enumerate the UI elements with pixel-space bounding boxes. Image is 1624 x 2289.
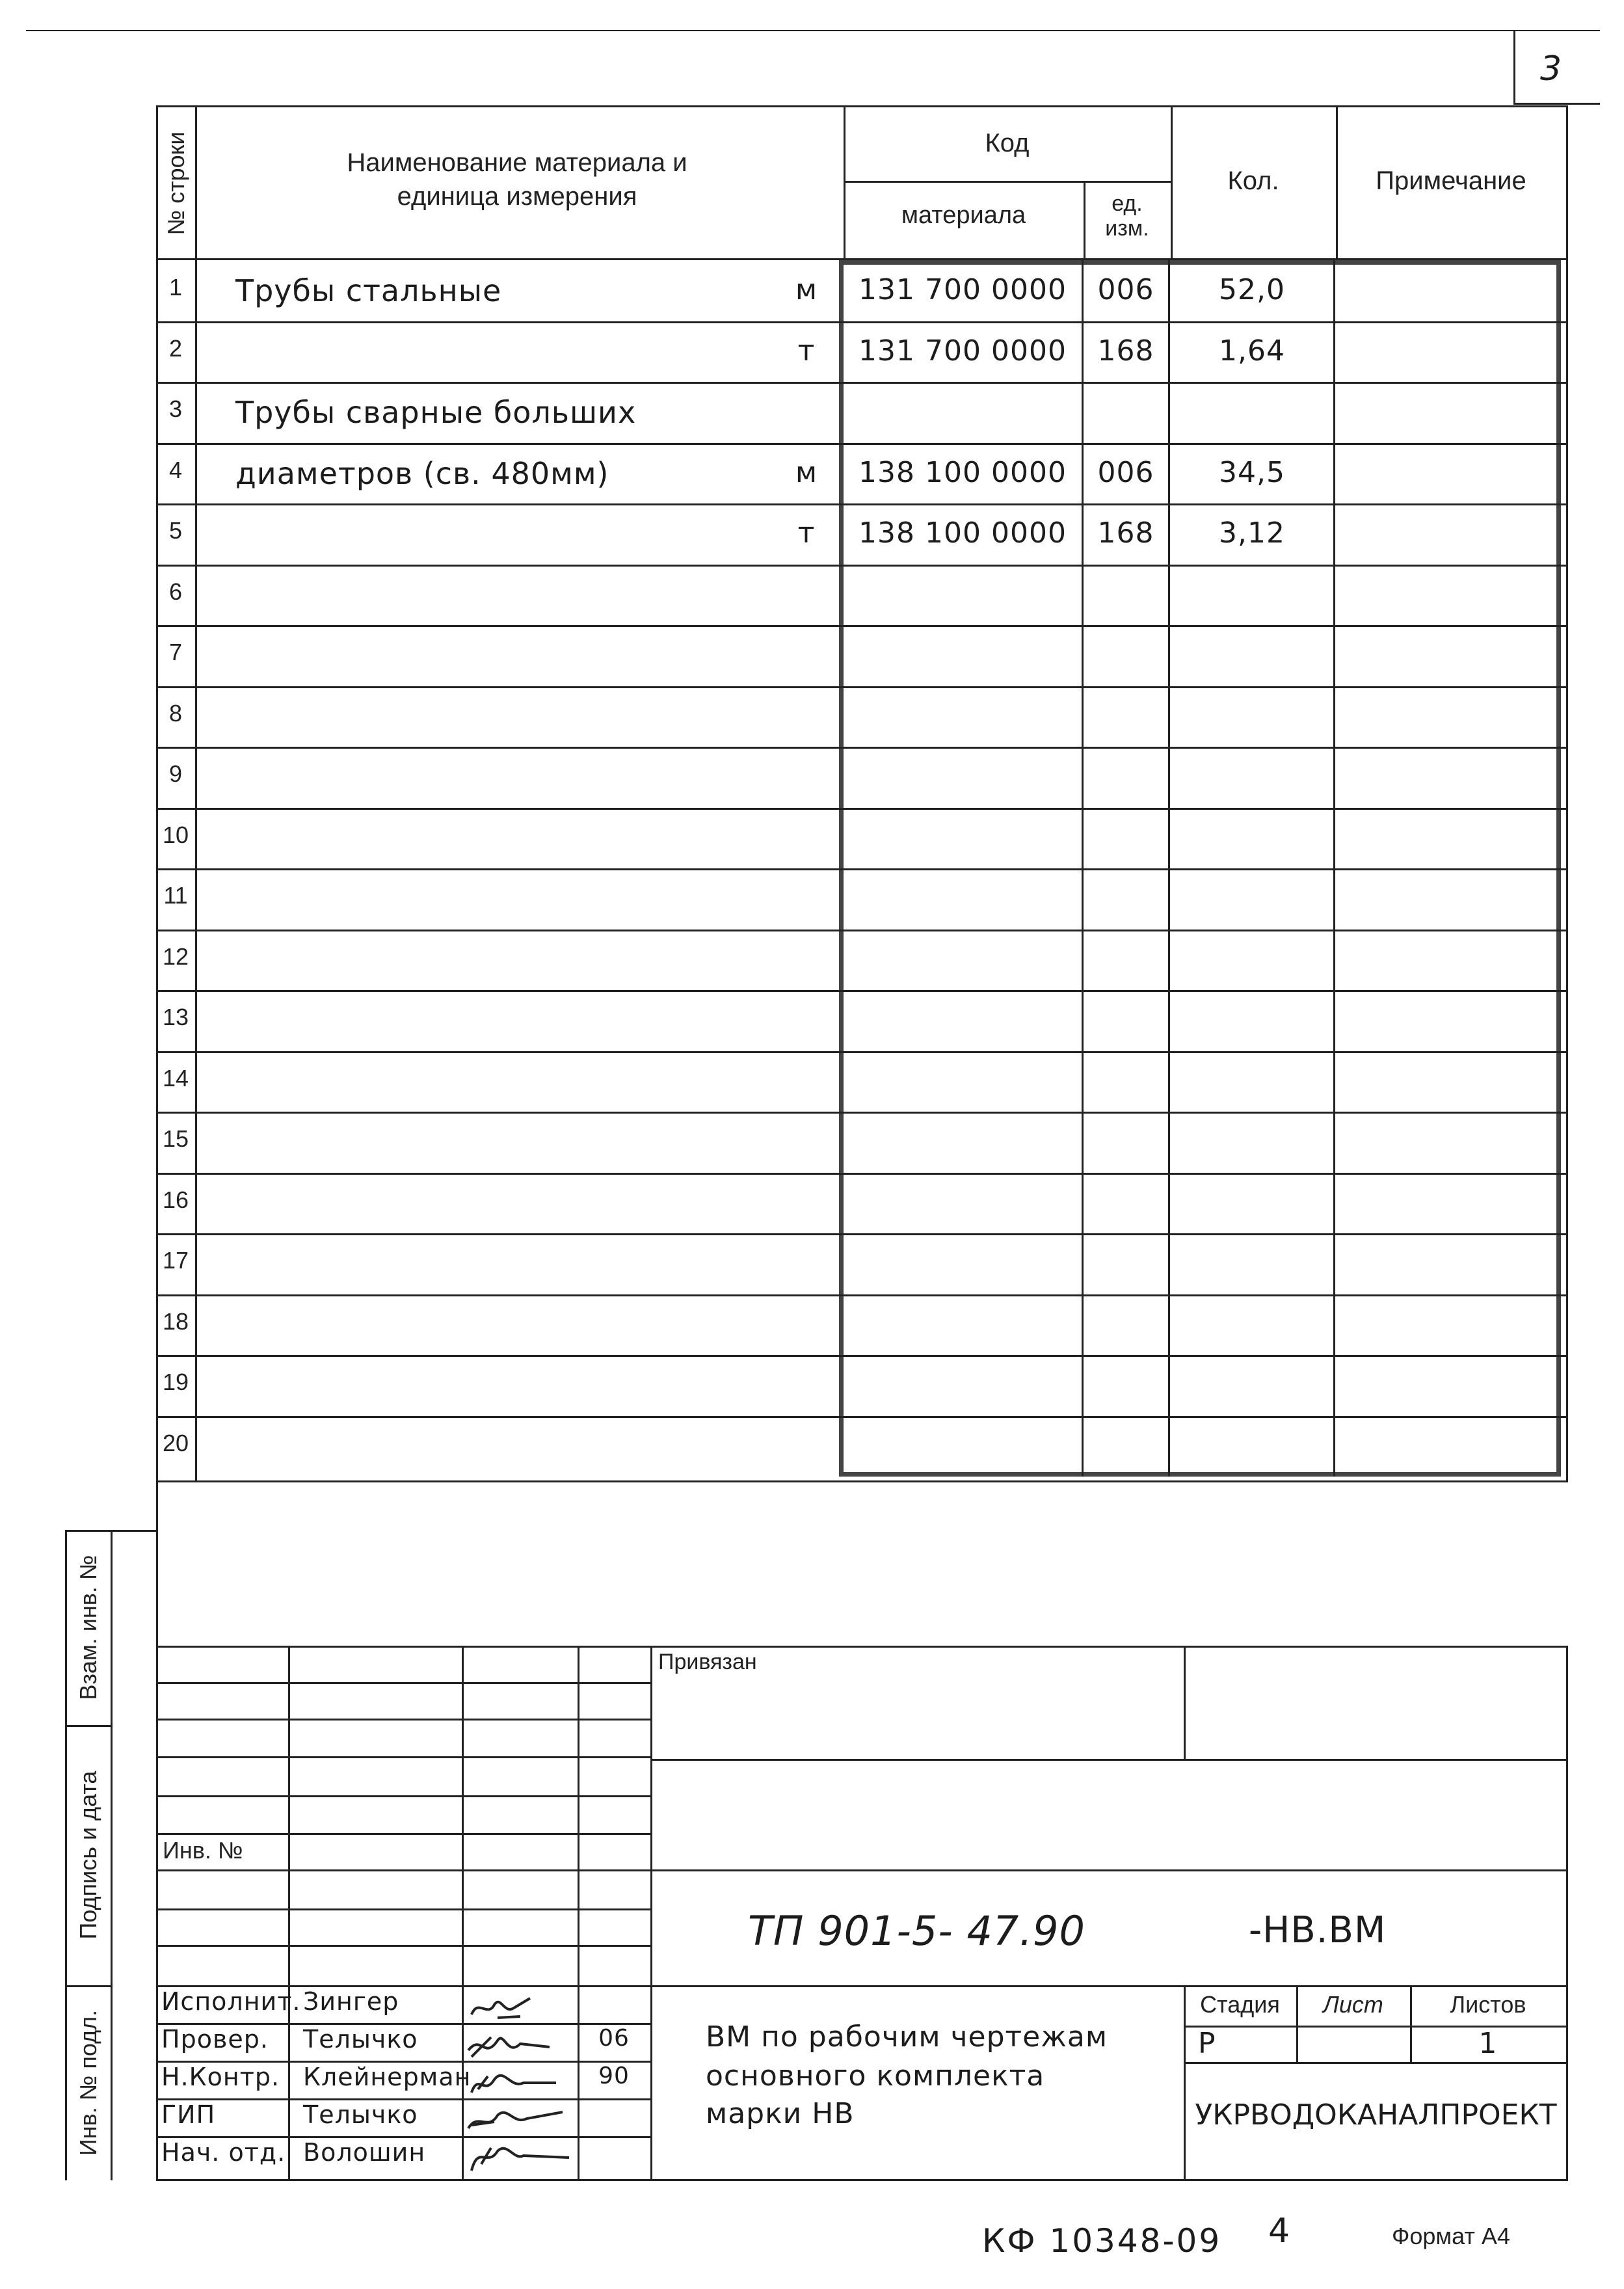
header-unit-line2: изм. xyxy=(1105,216,1149,241)
role-name: Телычко xyxy=(303,2100,418,2129)
stage-label: Стадия xyxy=(1200,1991,1280,2018)
header-row-number: № строки xyxy=(163,131,189,235)
role-date: 90 xyxy=(598,2065,630,2088)
material-name: Трубы сварные больших xyxy=(235,395,637,430)
material-name: Трубы стальные xyxy=(235,273,502,308)
privyazan-label: Привязан xyxy=(658,1650,757,1674)
unit: м xyxy=(795,273,818,306)
header-name-line2: единица измерения xyxy=(397,182,637,211)
quantity: 1,64 xyxy=(1219,334,1285,368)
role-label: Провер. xyxy=(161,2025,269,2054)
row-number: 18 xyxy=(162,1308,189,1335)
signature-3 xyxy=(472,2076,556,2093)
unit: м xyxy=(795,456,818,489)
quantity: 52,0 xyxy=(1219,273,1285,306)
material-code: 131 700 0000 xyxy=(859,273,1067,306)
sheet-label: Лист xyxy=(1323,1991,1383,2018)
unit: т xyxy=(797,516,816,550)
row-number: 12 xyxy=(162,943,189,970)
row-number: 17 xyxy=(162,1247,189,1274)
side-label-podpis: Подпись и дата xyxy=(75,1771,101,1940)
description-line3: марки НВ xyxy=(706,2097,855,2130)
role-name: Волошин xyxy=(303,2138,426,2167)
row-number: 4 xyxy=(168,457,183,483)
inv-no-label: Инв. № xyxy=(163,1837,243,1864)
row-number: 15 xyxy=(162,1125,189,1152)
role-label: Исполнит. xyxy=(161,1987,301,2016)
row-number: 6 xyxy=(168,578,183,605)
row-number: 11 xyxy=(163,882,188,909)
unit-code: 006 xyxy=(1097,273,1154,306)
signature-5 xyxy=(472,2148,569,2171)
header-qty: Кол. xyxy=(1227,167,1279,195)
unit-code: 006 xyxy=(1097,456,1154,489)
material-code: 138 100 0000 xyxy=(859,456,1067,489)
organization-name: УКРВОДОКАНАЛПРОЕКТ xyxy=(1195,2098,1557,2132)
page-number: 3 xyxy=(1540,49,1563,88)
quantity: 3,12 xyxy=(1219,516,1285,550)
row-number: 13 xyxy=(162,1004,189,1030)
row-number: 1 xyxy=(168,274,183,301)
role-name: Телычко xyxy=(303,2025,418,2054)
row-number: 20 xyxy=(162,1430,189,1456)
quantity: 34,5 xyxy=(1219,456,1285,489)
header-note: Примечание xyxy=(1376,167,1526,195)
row-number: 3 xyxy=(168,395,183,422)
sheets-value: 1 xyxy=(1478,2027,1498,2060)
header-name-line1: Наименование материала и xyxy=(347,148,687,177)
side-label-inv-podl: Инв. № подл. xyxy=(75,2009,101,2156)
role-label: Н.Контр. xyxy=(161,2063,280,2091)
signature-4 xyxy=(468,2112,563,2128)
role-name: Клейнерман xyxy=(303,2063,472,2091)
signature-1 xyxy=(472,1998,530,2018)
row-number: 7 xyxy=(168,639,183,665)
role-name: Зингер xyxy=(303,1987,399,2016)
signature-2 xyxy=(468,2037,550,2057)
row-number: 9 xyxy=(168,760,183,787)
header-unit-line1: ед. xyxy=(1112,191,1143,216)
description-line1: ВМ по рабочим чертежам xyxy=(706,2020,1108,2054)
role-date: 06 xyxy=(598,2027,630,2050)
stamp-code: КФ 10348-09 xyxy=(982,2222,1222,2260)
format-label: Формат А4 xyxy=(1392,2223,1510,2249)
stage-value: Р xyxy=(1198,2027,1216,2060)
document-suffix: -НВ.ВМ xyxy=(1249,1909,1387,1951)
row-number: 2 xyxy=(168,335,183,362)
row-number: 10 xyxy=(162,822,189,848)
role-label: Нач. отд. xyxy=(161,2138,286,2167)
header-material: материала xyxy=(901,202,1026,229)
row-number: 16 xyxy=(162,1186,189,1213)
signature-scribbles xyxy=(459,1985,589,2180)
unit: т xyxy=(797,334,816,368)
role-label: ГИП xyxy=(161,2100,216,2129)
row-number: 8 xyxy=(168,700,183,727)
material-code: 131 700 0000 xyxy=(859,334,1067,368)
row-number: 14 xyxy=(162,1065,189,1091)
row-number: 19 xyxy=(162,1369,189,1395)
sheets-label: Листов xyxy=(1450,1991,1526,2018)
material-code: 138 100 0000 xyxy=(859,516,1067,550)
row-number: 5 xyxy=(168,517,183,544)
document-code: ТП 901-5- 47.90 xyxy=(748,1907,1085,1955)
unit-code: 168 xyxy=(1097,516,1154,550)
stamp-page: 4 xyxy=(1268,2212,1291,2251)
description-line2: основного комплекта xyxy=(706,2059,1045,2093)
unit-code: 168 xyxy=(1097,334,1154,368)
header-code: Код xyxy=(985,129,1030,157)
side-label-vzam: Взам. инв. № xyxy=(75,1555,101,1700)
material-name: диаметров (св. 480мм) xyxy=(235,456,609,491)
